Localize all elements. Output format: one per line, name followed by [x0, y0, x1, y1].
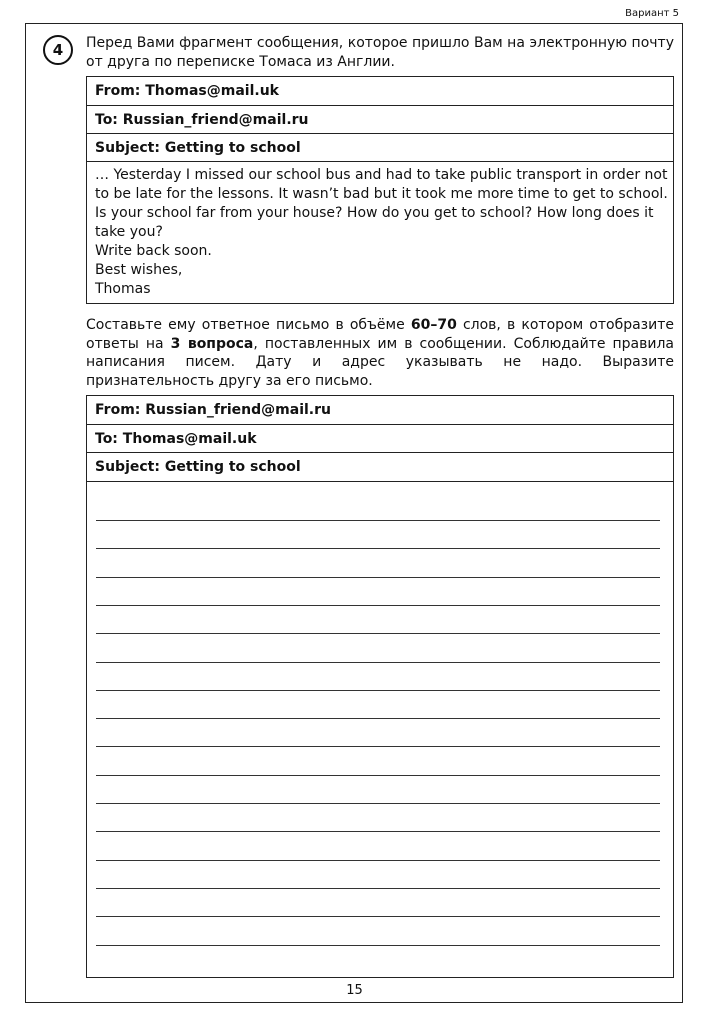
reply-email: [86, 395, 674, 978]
writing-line: [96, 916, 660, 917]
reply-to: To: Thomas@mail.uk: [87, 425, 673, 453]
task-intro: Перед Вами фрагмент сообщения, которое пришло Вам на электронную почту от друга по переписке Томаса из Англии.: [86, 35, 674, 70]
incoming-subject: Subject: Getting to school: [87, 134, 673, 162]
page-number: 15: [346, 983, 363, 998]
incoming-from: From: Thomas@mail.uk: [87, 77, 673, 106]
reply-from: From: Russian_friend@mail.ru: [87, 396, 673, 425]
writing-line: [96, 633, 660, 634]
writing-line: [96, 662, 660, 663]
word-count: 60–70: [410, 317, 457, 333]
instructions-part2: слов, в котором отобразите ответы на: [86, 317, 674, 352]
instructions-part3: , поставленных им в сообщении. Соблюдайте правила написания писем. Дату и адрес указывать не надо. Выразите признательность другу за его письмо.: [86, 335, 674, 389]
writing-line: [96, 746, 660, 747]
body-line: Is your school far from your house? How do you get to school? How long does it: [95, 205, 654, 221]
reply-subject: Subject: Getting to school: [87, 453, 673, 482]
questions-count: 3 вопроса: [170, 335, 254, 352]
body-line: … Yesterday I missed our school bus and had to take public transport in order not: [95, 167, 668, 183]
writing-line: [96, 605, 660, 606]
writing-line: [96, 860, 660, 861]
writing-line: [96, 775, 660, 776]
writing-line: [96, 520, 660, 521]
writing-line: [96, 548, 660, 549]
writing-line: [96, 945, 660, 946]
body-line: Thomas: [95, 281, 151, 297]
writing-line: [96, 831, 660, 832]
incoming-to: To: Russian_friend@mail.ru: [87, 106, 673, 134]
body-line: Best wishes,: [95, 262, 183, 278]
incoming-body: [87, 162, 673, 303]
body-line: to be late for the lessons. It wasn’t bad but it took me more time to get to school.: [95, 186, 668, 202]
writing-line: [96, 690, 660, 691]
writing-line: [96, 888, 660, 889]
writing-line: [96, 803, 660, 804]
task-instructions: [86, 316, 674, 390]
incoming-email: [86, 76, 674, 304]
body-line: take you?: [95, 224, 163, 240]
writing-line: [96, 577, 660, 578]
instructions-part1: Составьте ему ответное письмо в объёме: [86, 317, 411, 333]
writing-line: [96, 718, 660, 719]
body-line: Write back soon.: [95, 243, 212, 259]
reply-writing-area[interactable]: [87, 482, 673, 976]
task-number-badge: 4: [43, 35, 73, 65]
variant-label: Вариант 5: [625, 8, 679, 19]
